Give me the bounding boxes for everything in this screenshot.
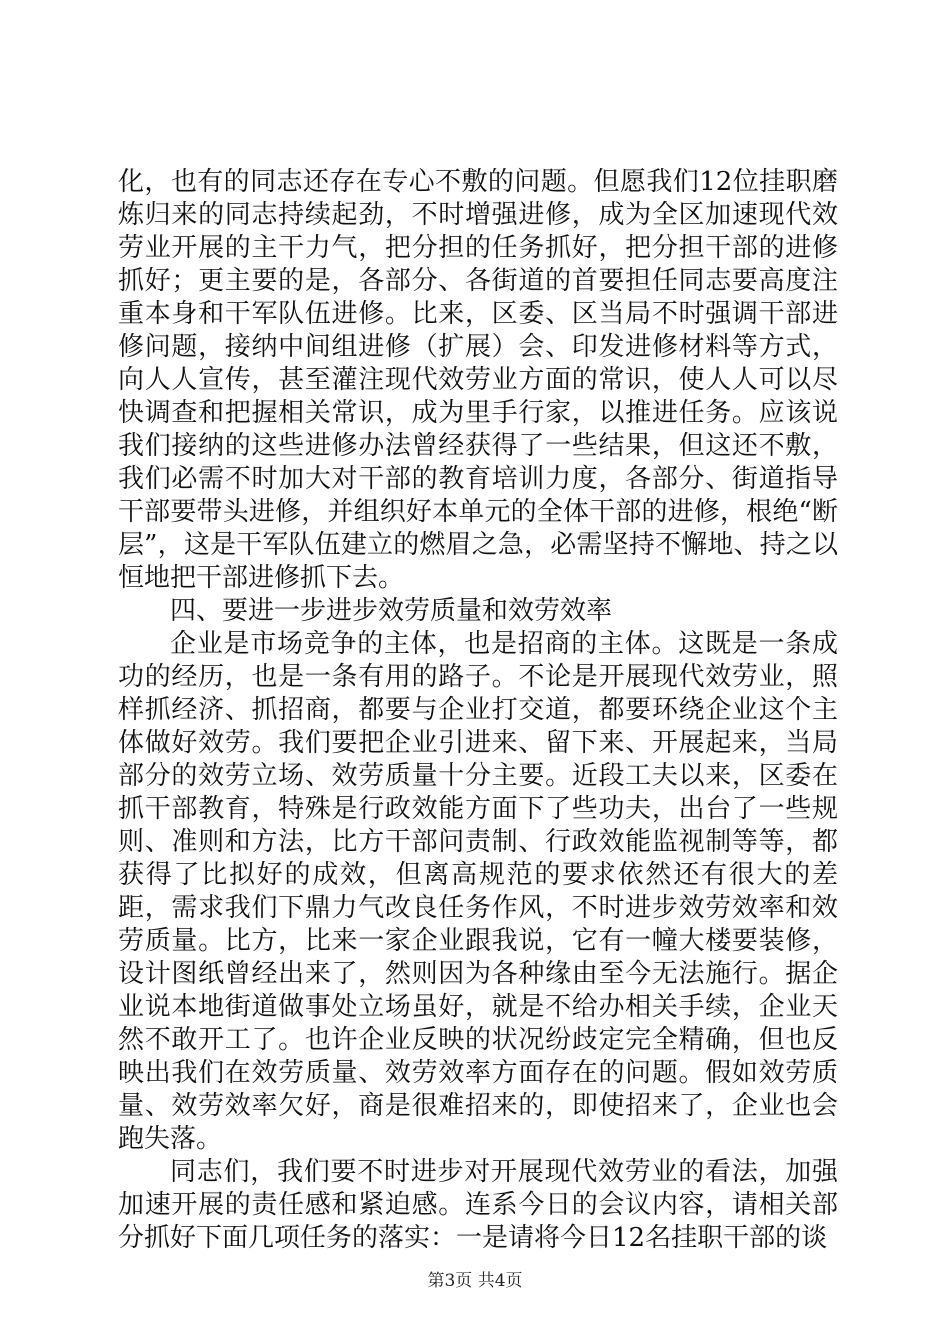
- page-footer: 第3页 共4页: [427, 1271, 523, 1291]
- paragraph-continued: 化，也有的同志还存在专心不敷的问题。但愿我们12位挂职磨炼归来的同志持续起劲，不时增强进修，成为全区加速现代效劳业开展的主干力气，把分担的任务抓好，把分担干部的进修抓好；更主要的是，各部分、各街道的首要担任同志要高度注重本身和干军队伍进修。比来，区委、区当局不时强调干部进修问题，接纳中间组进修（扩展）会、印发进修材料等方式，向人人宣传，甚至灌注现代效劳业方面的常识，使人人可以尽快调查和把握相关常识，成为里手行家，以推进任务。应该说我们接纳的这些进修办法曾经获得了一些结果，但这还不敷，我们必需不时加大对干部的教育培训力度，各部分、街道指导干部要带头进修，并组织好本单元的全体干部的进修，根绝“断层”，这是干军队伍建立的燃眉之急，必需坚持不懈地、持之以恒地把干部进修抓下去。: [118, 167, 838, 593]
- section-heading: 四、要进一步进步效劳质量和效劳效率: [170, 596, 613, 626]
- paragraph: 企业是市场竞争的主体，也是招商的主体。这既是一条成功的经历，也是一条有用的路子。不论是开展现代效劳业，照样抓经济、抓招商，都要与企业打交道，都要环绕企业这个主体做好效劳。我们要把企业引进来、留下来、开展起来，当局部分的效劳立场、效劳质量十分主要。近段工夫以来，区委在抓干部教育，特殊是行政效能方面下了些功夫，出台了一些规则、准则和方法，比方干部问责制、行政效能监视制等等，都获得了比拟好的成效，但离高规范的要求依然还有很大的差距，需求我们下鼎力气改良任务作风，不时进步效劳效率和效劳质量。比方，比来一家企业跟我说，它有一幢大楼要装修，设计图纸曾经出来了，然则因为各种缘由至今无法施行。据企业说本地街道做事处立场虽好，就是不给办相关手续，企业天然不敢开工了。也许企业反映的状况纷歧定完全精确，但也反映出我们在效劳质量、效劳效率方面存在的问题。假如效劳质量、效劳效率欠好，商是很难招来的，即使招来了，企业也会跑失落。: [118, 629, 838, 1154]
- paragraph: 同志们，我们要不时进步对开展现代效劳业的看法，加强加速开展的责任感和紧迫感。连系今日的会议内容，请相关部分抓好下面几项任务的落实：一是请将今日12名挂职干部的谈: [118, 1157, 838, 1253]
- document-body: [118, 166, 838, 1255]
